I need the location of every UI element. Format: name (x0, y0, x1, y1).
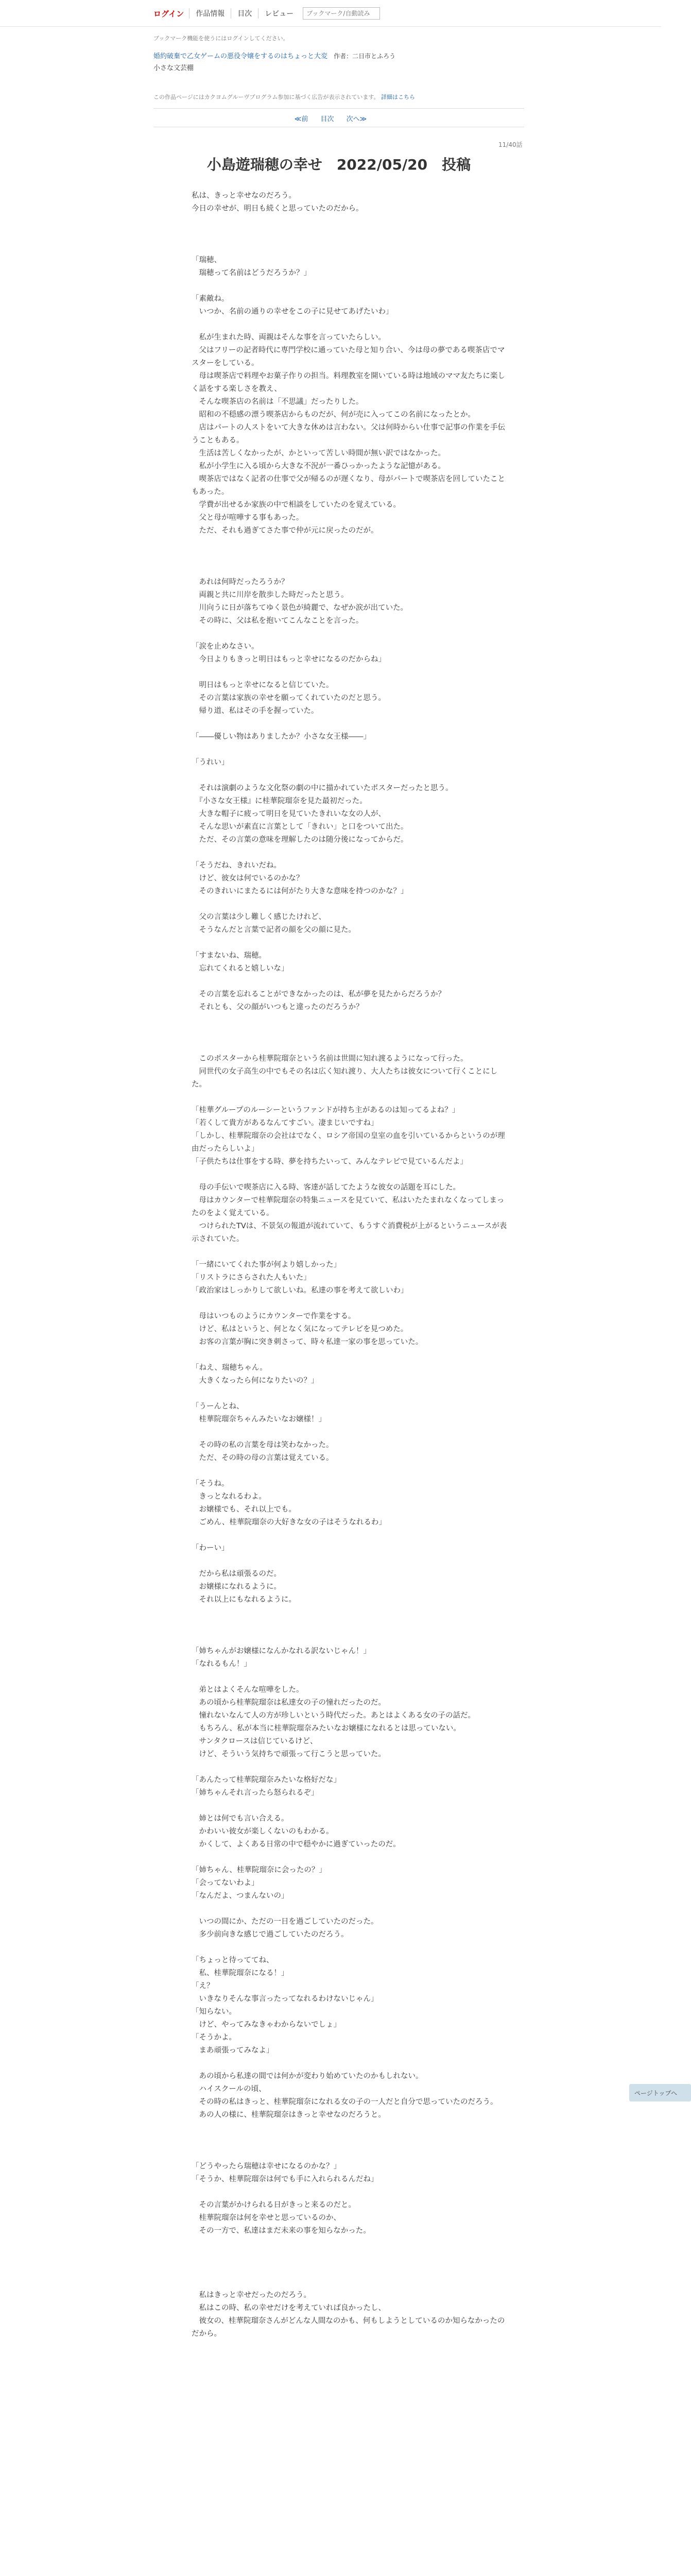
chapter-pager-top (0, 113, 661, 123)
series-info (153, 50, 524, 60)
bookmark-note: ブックマーク機能を使うにはログインしてください。 (153, 35, 289, 42)
chapter-body: 私は、きっと幸せなのだろう。 今日の幸せが、明日も続くと思っていたのだから。 「瑞穂、 瑞穂って名前はどうだろうか？」 「素敵ね。 いつか、名前の通りの幸せをこの子に見せてあげたいわ」 私が生まれた時、両親はそんな事を言っていたらしい。 父はフリーの記者時代に専門学校に通っていた母と知り合い、今は母の夢である喫茶店でマスターをしている。 母は喫茶店で料理やお菓子作りの担当。料理教室を開いている時は地域のママ友たちに楽しく話をする楽しさを教え、 そんな喫茶店の名前は「不思議」だったりした。 昭和の不穏感の漂う喫茶店からものだが、何が売に入ってこの名前になったとか。 店はパートの人ストをいて大きな休めは言わない。父は何時からい仕事で記事の作業を手伝うこともある。 生活は苦しくなかったが、かといって苦しい時間が無い訳ではなかった。 私が小学生に入る頃から大きな不況が一番ひっかったような記憶がある。 喫茶店ではなく記者の仕事で父が帰るのが遅くなり、母がパートで喫茶店を回していたこともあった。 学費が出せるか家族の中で相談をしていたのを覚えている。 父と母が喧嘩する事もあった。 ただ、それも過ぎてさた事で仲が元に戻ったのだが。 あれは何時だったろうか？ 両親と共に川岸を散歩した時だったと思う。 川向うに日が落ちてゆく景色が綺麗で、なぜか涙が出ていた。 その時に、父は私を抱いてこんなことを言った。 「涙を止めなさい。 今日よりもきっと明日はもっと幸せになるのだからね」 明日はもっと幸せになると信じていた。 その言葉は家族の幸せを願ってくれていたのだと思う。 帰り道、私はその手を握っていた。 「――優しい物はありましたか？小さな女王様――」 「うれい」 それは演劇のような文化祭の劇の中に描かれていたポスターだったと思う。 『小さな女王様』に桂華院瑠奈を見た最初だった。 大きな帽子に疲って明日を見ていたきれいな女の人が、 そんな思いが素直に言葉として「きれい」と口をついて出た。 ただ、その言葉の意味を理解したのは随分後になってからだ。 「そうだね、きれいだね。 けど、彼女は何でいるのかな？ そのきれいにまたるには何がたり大きな意味を持つのかな？」 父の言葉は少し難しく感じたけれど、 そうなんだと言葉で記者の顔を父の顔に見た。 「すまないね、瑞穂。 忘れてくれると嬉しいな」 その言葉を忘れることができなかったのは、私が夢を見たからだろうか？ それとも、父の顔がいつもと違ったのだろうか？ このポスターから桂華院瑠奈という名前は世間に知れ渡るようになって行った。 同世代の女子高生の中でもその名は広く知れ渡り、大人たちは彼女について行くことにした。 「桂華グループのルーシーというファンドが持ち主があるのは知ってるよね？」 「若くして貴方があるなんてすごい。凄まじいですね」 「しかし、桂華院瑠奈の会社はでなく、ロシア帝国の皇室の血を引いているからというのが理由だったらしいよ」 「子供たちは仕事をする時、夢を持ちたいって、みんなテレビで見ているんだよ」 母の手伝いで喫茶店に入る時、客達が話してたような彼女の話題を耳にした。 母はカウンターで桂華院瑠奈の特集ニュースを見ていて、私はいたたまれなくなってしまったのをよく覚えている。 つけられたTVは、不景気の報道が流れていて、もうすぐ消費税が上がるというニュースが表示されていた。 「一緒にいてくれた事が何より嬉しかった」 「リストラにさらされた人もいた」 「政治家はしっかりして欲しいね。私達の事を考えて欲しいわ」 母はいつものようにカウンターで作業をする。 けど、私はというと、何となく気になってテレビを見つめた。 お客の言葉が胸に突き刺さって、時々私達一家の事を思っていた。 「ねえ、瑞穂ちゃん。 大きくなったら何になりたいの？」 「うーんとね、 桂華院瑠奈ちゃんみたいなお嬢様！」 その時の私の言葉を母は笑わなかった。 ただ、その時の母の言葉は覚えている。 「そうね。 きっとなれるわよ。 お嬢様でも、それ以上でも。 ごめん、桂華院瑠奈の大好きな女の子はそうなれるわ」 「わーい」 だから私は頑張るのだ。 お嬢様になれるように。 それ以上にもなれるように。 「姉ちゃんがお嬢様になんかなれる訳ないじゃん！」 「なれるもん！」 弟とはよくそんな喧嘩をした。 あの頃から桂華院瑠奈は私達女の子の憧れだったのだ。 憧れないなんて人の方が珍しいという時代だった。あとはよくある女の子の話だ。 もちろん、私が本当に桂華院瑠奈みたいなお嬢様になれるとは思っていない。 サンタクロースは信じているけど、 けど、そういう気持ちで頑張って行こうと思っていた。 「あんたって桂華院瑠奈みたいな格好だな」 「姉ちゃんそれ言ったら怒られるぞ」 姉とは何でも言い合える。 かわいい彼女が楽しくないのもわかる。 かくして、よくある日常の中で穏やかに過ぎていったのだ。 「姉ちゃん、桂華院瑠奈に会ったの？」 「会ってないわよ」 「なんだよ、つまんないの」 いつの間にか、ただの一日を過ごしていたのだった。 多少前向きな感じで過ごしていたのだろう。 「ちょっと待っててね、 私、桂華院瑠奈になる！」 「え？ いきなりそんな事言ったってなれるわけないじゃん」 「知らない。 けど、やってみなきゃわからないでしょ」 「そうかよ。 まあ頑張ってみなよ」 あの頃から私達の間では何かが変わり始めていたのかもしれない。 ハイスクールの頃、 その時の私はきっと、桂華院瑠奈になれる女の子の一人だと自分で思っていたのだろう。 あの人の様に、桂華院瑠奈はきっと幸せなのだろうと。 「どうやったら瑞穂は幸せになるのかな？」 「そうか、桂華院瑠奈は何でも手に入れられるんだね」 その言葉がかけられる日がきっと来るのだと。 桂華院瑠奈は何を幸せと思っているのか、 その一方で、私達はまだ未来の事を知らなかった。 私はきっと幸せだったのだろう。 私はこの時、私の幸せだけを考えていれば良かったし、 彼女の、桂華院瑠奈さんがどんな人間なのかも、何もしようとしているのか知らなかったのだから。 (192, 192, 507, 2338)
login-link[interactable]: ログイン (153, 9, 184, 19)
nav-item-review[interactable]: レビュー (258, 8, 300, 19)
divider (153, 108, 524, 109)
series-title-link[interactable]: 婚約破棄で乙女ゲームの悪役令嬢をするのはちょっと大変 (153, 53, 328, 60)
ad-notice-text: この作品ページにはカクヨムグルーヴプログラム参加に基づく広告が表示されています。 (153, 94, 379, 100)
author-name[interactable]: 作者：二日市とふろう (334, 53, 396, 60)
next-link[interactable]: 次へ≫ (346, 115, 367, 123)
top-navigation-bar (0, 0, 661, 27)
chapter-title: 小島遊瑞穂の幸せ 2022/05/20 投稿 (206, 156, 471, 173)
nav-item-toc[interactable]: 目次 (231, 8, 258, 19)
prev-link[interactable]: ≪前 (294, 115, 308, 123)
page-header (153, 34, 524, 101)
series-subtitle: 小さな文芸棚 (153, 64, 194, 72)
nav-item-info[interactable]: 作品情報 (189, 8, 231, 19)
details-link[interactable]: 詳細はこちら (381, 94, 415, 100)
bookmark-input[interactable] (303, 7, 380, 20)
ad-notice (153, 93, 524, 101)
episode-counter: 11/40話 (498, 141, 523, 148)
page-top-button[interactable]: ページトップへ (629, 2084, 691, 2102)
toc-link[interactable]: 目次 (320, 115, 334, 123)
